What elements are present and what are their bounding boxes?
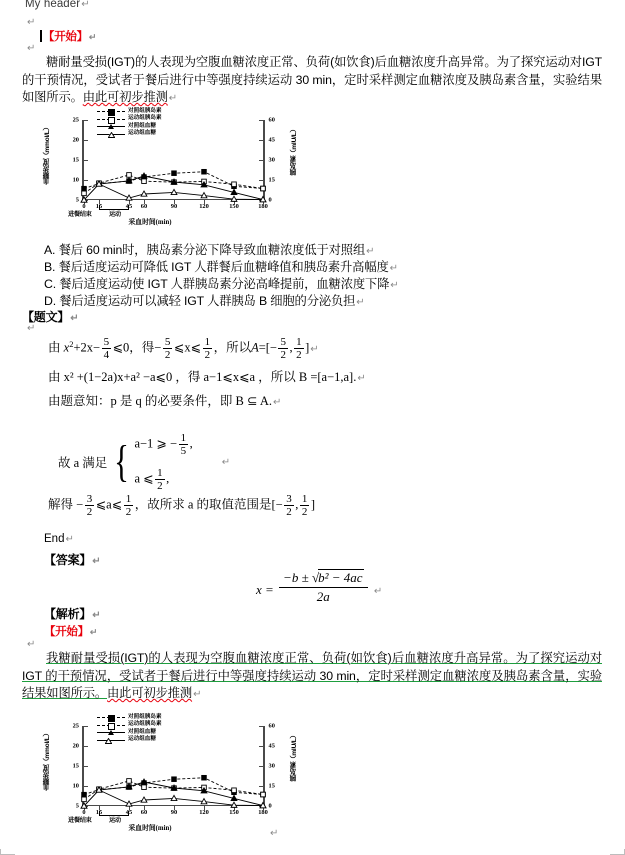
math-l1-prefix: 由 (48, 340, 61, 355)
math-fraction: $\frac{1}{2}$ (301, 493, 308, 519)
pilcrow-mark: ↵ (270, 828, 279, 839)
y-tick-left-1: 10 (72, 176, 79, 184)
pilcrow-mark: ↵ (390, 280, 399, 291)
pilcrow-mark: ↵ (221, 456, 231, 468)
x-tick-2: 45 (125, 202, 133, 210)
pilcrow-mark: ↵ (168, 93, 178, 104)
math-fraction: $\frac{3}{2}$ (286, 493, 292, 519)
chart-y-axis-right-title: 胰岛素（mIU/L） (291, 126, 298, 176)
chart-annotation-exercise: 运动 (109, 211, 121, 218)
option-d (44, 291, 365, 309)
x-tick-1: 15 (95, 808, 103, 816)
legend-symbol-open-triangle-solid-icon (97, 736, 125, 743)
y-tick-right-2: 30 (268, 762, 275, 770)
chart-x-axis-title: 采血时间(min) (128, 219, 172, 226)
x-tick-7: 180 (258, 808, 268, 816)
y-tick-right-4: 60 (268, 722, 275, 730)
chart-y-axis-left-title: 血糖浓度（mmol/L） (44, 730, 51, 791)
math-system-prefix: 故 a 满足 (58, 456, 108, 471)
legend-symbol-filled-triangle-solid-icon (97, 729, 125, 736)
y-tick-left-4: 25 (72, 722, 79, 730)
legend-symbol-open-square-dashed-icon (97, 115, 125, 122)
y-tick-right-3: 45 (268, 136, 275, 144)
math-fraction: $\frac{1}{2}$ (125, 493, 132, 519)
y-tick-left-0: 5 (75, 802, 79, 810)
paragraph-2-underlined-tail: 由此可初步推测 (107, 686, 193, 700)
biology-paragraph-1 (22, 54, 602, 108)
biology-paragraph-2 (22, 650, 602, 704)
pilcrow-mark: ↵ (27, 43, 36, 54)
y-tick-left-4: 25 (72, 116, 79, 124)
x-tick-1: 15 (95, 202, 103, 210)
pilcrow-mark: ↵ (373, 586, 383, 598)
pilcrow-mark: ↵ (70, 313, 79, 324)
marker-start-label: 【开始】 (44, 626, 89, 638)
math-l1-setA: A (251, 340, 259, 355)
y-tick-left-2: 15 (72, 762, 79, 770)
math-l5-mid: ⩽a⩽ (95, 497, 123, 512)
math-l1-var: x (63, 340, 70, 355)
text-cursor (40, 30, 42, 42)
legend-label: 运动组胰岛素 (128, 115, 162, 122)
quadratic-fraction (279, 570, 368, 606)
legend-symbol-filled-square-dashed-icon (97, 108, 125, 115)
left-brace-glyph: { (114, 437, 130, 487)
pilcrow-mark: ↵ (357, 373, 366, 384)
y-tick-right-0: 0 (268, 802, 272, 810)
quadratic-numerator: −b ± √b² − 4ac (283, 570, 363, 585)
quadratic-radicand: b² − 4ac (318, 570, 363, 585)
marker-timu-label: 【题文】 (22, 310, 70, 324)
legend-item-1 (97, 115, 162, 122)
math-fraction: $\frac{3}{2}$ (86, 493, 93, 519)
legend-symbol-filled-square-dashed-icon (97, 714, 125, 721)
math-fraction: $\frac{1}{5}$ (180, 432, 187, 458)
math-l5-bracket-open: [− (271, 497, 283, 512)
math-system-block (58, 432, 230, 492)
pilcrow-mark: ↵ (81, 0, 90, 10)
x-tick-0: 0 (82, 808, 86, 816)
math-line-3 (48, 391, 281, 409)
legend-symbol-filled-triangle-solid-icon (97, 123, 125, 130)
math-l1-mid2: ，得− (129, 340, 162, 355)
pilcrow-mark: ↵ (389, 263, 398, 274)
chart-annotation-meal-end: 进餐结束 (68, 817, 92, 824)
legend-symbol-open-triangle-solid-icon (97, 130, 125, 137)
math-fraction: $\frac{1}{2}$ (296, 336, 302, 362)
pilcrow-mark: ↵ (65, 534, 74, 545)
y-tick-right-2: 30 (268, 156, 275, 164)
pilcrow-mark: ↵ (92, 556, 101, 567)
end-text (44, 533, 74, 545)
option-c-label: C. 餐后适度运动使 IGT 人群胰岛素分泌高峰提前，血糖浓度下降 (44, 277, 390, 291)
math-l1-le: ⩽0 (112, 340, 130, 355)
end-text-label: End (44, 533, 65, 545)
chart-annotation-meal-end: 进餐结束 (68, 211, 92, 218)
x-tick-6: 150 (229, 202, 239, 210)
math-fraction: $\frac{5}{2}$ (164, 336, 171, 362)
x-tick-3: 60 (140, 808, 148, 816)
paragraph-1-body: 糖耐量受损(IGT)的人表现为空腹血糖浓度正常、负荷(如饮食)后血糖浓度升高异常。为了探究运动对IGT 的干预情况，受试者于餐后进行中等强度持续运动 30 min，定时采样测定血糖浓度及胰岛素含量，实验结果如图所示。 (22, 55, 602, 104)
page-corner-mark-right (610, 849, 625, 855)
chart-legend-2 (97, 714, 162, 744)
marker-analysis-label: 【解析】 (44, 607, 92, 621)
x-tick-0: 0 (82, 202, 86, 210)
pilcrow-mark: ↵ (193, 689, 202, 700)
chart-figure-2 (42, 714, 300, 832)
y-tick-left-3: 20 (72, 742, 79, 750)
chart-figure-1 (42, 108, 300, 226)
chart-y-axis-left-title: 血糖浓度（mmol/L） (44, 124, 51, 185)
marker-start-label: 【开始】 (43, 31, 88, 43)
x-tick-5: 120 (199, 808, 209, 816)
marker-answer-label: 【答案】 (44, 553, 92, 567)
legend-label: 对照组血糖 (128, 728, 156, 735)
math-fraction: $\frac{5}{2}$ (280, 336, 286, 362)
radical-sign-icon: √ (311, 570, 320, 585)
y-tick-left-3: 20 (72, 136, 79, 144)
quadratic-formula (256, 570, 382, 606)
math-l1-eq: =[− (258, 340, 277, 355)
page-header (25, 0, 90, 10)
math-l1-comma: , (289, 340, 293, 355)
legend-label: 对照组胰岛素 (128, 108, 162, 114)
math-l5-prefix: 解得 − (48, 497, 84, 512)
pilcrow-mark: ↵ (27, 17, 36, 28)
math-l5-bracket-close: ] (310, 497, 316, 512)
quadratic-denominator: 2a (279, 587, 368, 605)
legend-item-3 (97, 130, 162, 137)
y-tick-right-4: 60 (268, 116, 275, 124)
option-b (44, 257, 398, 275)
math-l1-mid1: +2x− (73, 340, 101, 355)
option-a-label: A. 餐后 60 min时，胰岛素分泌下降导致血糖浓度低于对照组 (44, 243, 366, 257)
math-fraction: $\frac{5}{4}$ (103, 336, 110, 362)
chart-annotation-exercise: 运动 (109, 817, 121, 824)
legend-label: 对照组血糖 (128, 122, 156, 129)
marker-start-2 (44, 623, 97, 639)
math-system-row-1: a−1 ⩾ − $\frac{1}{5}$ , (134, 432, 193, 458)
page-corner-mark-left (0, 849, 15, 855)
pilcrow-mark: ↵ (310, 343, 319, 355)
pilcrow-mark: ↵ (366, 246, 375, 257)
math-system-row-2: a ⩽ $\frac{1}{2}$ , (134, 466, 170, 492)
pilcrow-mark: ↵ (88, 32, 97, 42)
option-b-label: B. 餐后适度运动可降低 IGT 人群餐后血糖峰值和胰岛素升高幅度 (44, 260, 389, 274)
pilcrow-mark: ↵ (356, 297, 365, 308)
chart-x-axis-title: 采血时间(min) (128, 825, 172, 832)
marker-analysis (44, 605, 100, 622)
x-tick-3: 60 (140, 202, 148, 210)
x-tick-6: 150 (229, 808, 239, 816)
pilcrow-mark: ↵ (27, 323, 36, 334)
y-tick-right-1: 15 (268, 782, 275, 790)
math-line-3-text: 由题意知：p 是 q 的必要条件，即 B ⊆ A. (48, 394, 273, 408)
math-l1-lex: ⩽x⩽ (173, 340, 202, 355)
legend-item-3 (97, 736, 162, 743)
x-tick-4: 90 (170, 202, 178, 210)
x-tick-2: 45 (125, 808, 133, 816)
x-tick-5: 120 (199, 202, 209, 210)
math-l1-close: ] (305, 340, 310, 355)
option-a (44, 240, 374, 258)
y-tick-left-2: 15 (72, 156, 79, 164)
legend-label: 运动组胰岛素 (128, 721, 162, 728)
pilcrow-mark: ↵ (92, 610, 101, 621)
paragraph-2-body: 我糖耐量受损(IGT)的人表现为空腹血糖浓度正常、负荷(如饮食)后血糖浓度升高异常。为了探究运动对IGT 的干预情况，受试者于餐后进行中等强度持续运动 30 min，定时采样测定血糖浓度及胰岛素含量，实验结果如图所示。 (22, 651, 602, 700)
legend-label: 运动组血糖 (128, 130, 156, 137)
legend-label: 对照组胰岛素 (128, 714, 162, 720)
y-tick-left-1: 10 (72, 782, 79, 790)
math-line-2-text: 由 x² +(1−2a)x+a² −a⩽0 ，得 a−1⩽x⩽a ，所以 B =[a−1,a]. (48, 370, 357, 384)
math-line-2 (48, 367, 366, 385)
math-line-5: 解得 − $\frac{3}{2}$ ⩽a⩽ $\frac{1}{2}$ ，故所求 a 的取值范围是[− $\frac{3}{2}$ , $\frac{1}{2}$ ] (48, 493, 316, 519)
math-fraction: $\frac{1}{2}$ (204, 336, 211, 362)
y-tick-right-1: 15 (268, 176, 275, 184)
math-fraction: $\frac{1}{2}$ (157, 466, 163, 492)
paragraph-1-underlined-tail: 由此可初步推测 (82, 90, 168, 104)
x-tick-7: 180 (258, 202, 268, 210)
y-tick-left-0: 5 (75, 196, 79, 204)
quadratic-lhs: x = (256, 582, 274, 598)
pilcrow-mark: ↵ (27, 639, 36, 650)
x-tick-4: 90 (170, 808, 178, 816)
math-line-1: 由 $x^2+2x-$ $\frac{5}{4}$ ⩽0，得− $\frac{5}{2}$ ⩽x⩽ $\frac{1}{2}$ ，所以A=[− $\frac{5}{2}$ , $\frac{1}{2}$ ]↵ (48, 336, 319, 362)
legend-symbol-open-square-dashed-icon (97, 721, 125, 728)
pilcrow-mark: ↵ (273, 397, 282, 408)
page-header-text: My header (25, 0, 81, 10)
math-l5-tail: ，故所求 a 的取值范围是 (134, 497, 272, 512)
y-tick-right-3: 45 (268, 742, 275, 750)
pilcrow-mark: ↵ (89, 627, 98, 637)
legend-item-1 (97, 721, 162, 728)
marker-answer (44, 551, 100, 568)
option-c (44, 274, 399, 292)
math-l1-so: ，所以 (213, 340, 252, 355)
option-d-label: D. 餐后适度运动可以减轻 IGT 人群胰岛 B 细胞的分泌负担 (44, 294, 356, 308)
chart-legend-1 (97, 108, 162, 138)
legend-label: 运动组血糖 (128, 736, 156, 743)
y-tick-right-0: 0 (268, 196, 272, 204)
chart-y-axis-right-title: 胰岛素（mIU/L） (291, 732, 298, 782)
marker-start-1 (40, 28, 96, 44)
